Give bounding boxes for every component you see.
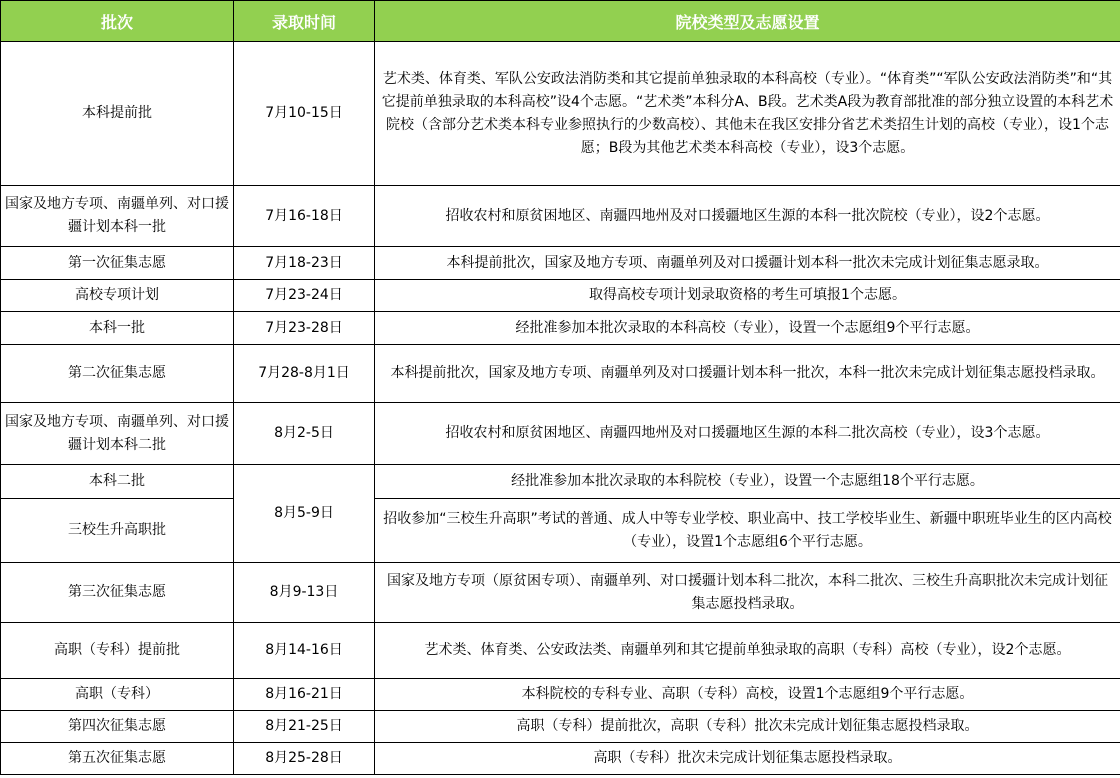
header-time: 录取时间 xyxy=(234,1,375,42)
batch-cell: 第二次征集志愿 xyxy=(1,345,234,403)
header-batch: 批次 xyxy=(1,1,234,42)
desc-cell: 本科提前批次，国家及地方专项、南疆单列及对口援疆计划本科一批次未完成计划征集志愿录取。 xyxy=(375,247,1120,280)
desc-cell: 本科院校的专科专业、高职（专科）高校，设置1个志愿组9个平行志愿。 xyxy=(375,679,1120,711)
time-cell: 7月16-18日 xyxy=(234,186,375,247)
table-row xyxy=(1,280,1120,312)
desc-cell: 艺术类、体育类、军队公安政法消防类和其它提前单独录取的本科高校（专业）。“体育类”“军队公安政法消防类”和“其它提前单独录取的本科高校”设4个志愿。“艺术类”本科分A、B段。艺术类A段为教育部批准的部分独立设置的本科艺术院校（含部分艺术类本科专业参照执行的少数高校）、其他未在我区安排分省艺术类招生计划的高校（专业），设1个志愿；B段为其他艺术类本科高校（专业），设3个志愿。 xyxy=(375,42,1120,186)
header-row xyxy=(1,1,1120,42)
batch-cell: 第一次征集志愿 xyxy=(1,247,234,280)
batch-cell: 国家及地方专项、南疆单列、对口援疆计划本科二批 xyxy=(1,403,234,465)
batch-cell: 本科二批 xyxy=(1,465,234,499)
desc-cell: 经批准参加本批次录取的本科高校（专业），设置一个志愿组9个平行志愿。 xyxy=(375,312,1120,345)
time-cell: 8月9-13日 xyxy=(234,563,375,623)
desc-cell: 招收参加“三校生升高职”考试的普通、成人中等专业学校、职业高中、技工学校毕业生、新疆中职班毕业生的区内高校（专业），设置1个志愿组6个平行志愿。 xyxy=(375,499,1120,563)
batch-cell: 三校生升高职批 xyxy=(1,499,234,563)
batch-cell: 第五次征集志愿 xyxy=(1,743,234,775)
desc-cell: 本科提前批次，国家及地方专项、南疆单列及对口援疆计划本科一批次，本科一批次未完成计划征集志愿投档录取。 xyxy=(375,345,1120,403)
desc-cell: 取得高校专项计划录取资格的考生可填报1个志愿。 xyxy=(375,280,1120,312)
table-row xyxy=(1,679,1120,711)
time-cell: 7月10-15日 xyxy=(234,42,375,186)
time-cell: 8月21-25日 xyxy=(234,711,375,743)
desc-cell: 高职（专科）批次未完成计划征集志愿投档录取。 xyxy=(375,743,1120,775)
batch-cell: 本科一批 xyxy=(1,312,234,345)
time-cell: 7月23-28日 xyxy=(234,312,375,345)
table-row xyxy=(1,499,1120,563)
table-row xyxy=(1,186,1120,247)
time-cell: 7月28-8月1日 xyxy=(234,345,375,403)
table-row xyxy=(1,247,1120,280)
table-row xyxy=(1,711,1120,743)
batch-cell: 国家及地方专项、南疆单列、对口援疆计划本科一批 xyxy=(1,186,234,247)
desc-cell: 艺术类、体育类、公安政法类、南疆单列和其它提前单独录取的高职（专科）高校（专业），设2个志愿。 xyxy=(375,623,1120,679)
batch-cell: 本科提前批 xyxy=(1,42,234,186)
table-row xyxy=(1,345,1120,403)
batch-cell: 高职（专科）提前批 xyxy=(1,623,234,679)
batch-cell: 第四次征集志愿 xyxy=(1,711,234,743)
table-row xyxy=(1,743,1120,775)
table-row xyxy=(1,403,1120,465)
desc-cell: 招收农村和原贫困地区、南疆四地州及对口援疆地区生源的本科一批次院校（专业），设2个志愿。 xyxy=(375,186,1120,247)
table-row xyxy=(1,623,1120,679)
batch-cell: 第三次征集志愿 xyxy=(1,563,234,623)
time-cell: 8月5-9日 xyxy=(234,465,375,563)
desc-cell: 招收农村和原贫困地区、南疆四地州及对口援疆地区生源的本科二批次高校（专业），设3个志愿。 xyxy=(375,403,1120,465)
time-cell: 8月25-28日 xyxy=(234,743,375,775)
desc-cell: 高职（专科）提前批次，高职（专科）批次未完成计划征集志愿投档录取。 xyxy=(375,711,1120,743)
time-cell: 8月2-5日 xyxy=(234,403,375,465)
table-row xyxy=(1,42,1120,186)
table-row xyxy=(1,312,1120,345)
header-desc: 院校类型及志愿设置 xyxy=(375,1,1120,42)
batch-cell: 高职（专科） xyxy=(1,679,234,711)
time-cell: 8月14-16日 xyxy=(234,623,375,679)
time-cell: 7月18-23日 xyxy=(234,247,375,280)
desc-cell: 国家及地方专项（原贫困专项）、南疆单列、对口援疆计划本科二批次，本科二批次、三校生升高职批次未完成计划征集志愿投档录取。 xyxy=(375,563,1120,623)
time-cell: 7月23-24日 xyxy=(234,280,375,312)
batch-cell: 高校专项计划 xyxy=(1,280,234,312)
table-row xyxy=(1,563,1120,623)
table-row xyxy=(1,465,1120,499)
time-cell: 8月16-21日 xyxy=(234,679,375,711)
desc-cell: 经批准参加本批次录取的本科院校（专业），设置一个志愿组18个平行志愿。 xyxy=(375,465,1120,499)
